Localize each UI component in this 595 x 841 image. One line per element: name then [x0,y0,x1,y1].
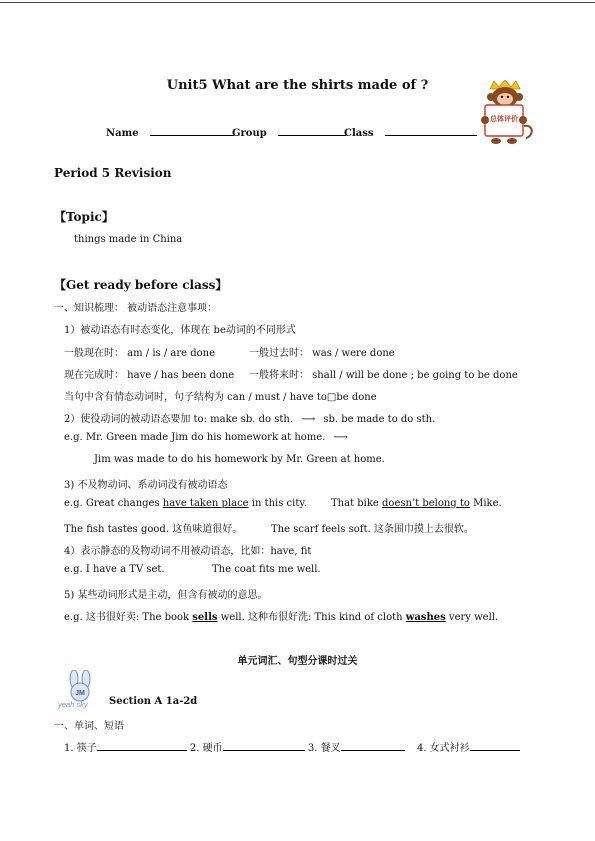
point-2 [64,410,435,425]
example-1-active [64,432,356,443]
vocab-blank-4[interactable] [470,739,520,751]
class-label: Class [344,128,374,139]
group-field [232,124,346,139]
vocab-line [64,739,520,754]
rabbit-logo-icon [58,670,102,702]
group-label: Group [232,128,267,139]
section-header: 单元词汇、句型分课时过关 [237,656,358,667]
monkey-stamp-icon [474,80,536,146]
name-field [106,124,234,139]
example-2b-start: That bike [331,498,383,509]
evaluation-stamp [474,80,536,146]
example-4b: The coat fits me well. [212,564,321,575]
example-5-part3: very well. [445,612,499,623]
example-5-washes: washes [405,612,446,623]
example-5-part1: e.g. 这书很好卖: The book [64,612,193,623]
example-4a: e.g. I have a TV set. [64,564,165,575]
name-blank[interactable] [150,124,234,136]
knowledge-intro: 一、知识梳理： 被动语态注意事项： [54,303,218,314]
example-5-part2: well. 这种布很好洗: This kind of cloth [217,612,406,623]
example-2a-end: in this city. [248,498,307,509]
example-2b [331,498,502,509]
top-rule [0,2,595,3]
tense-past: 一般过去时： was / were done [249,348,395,359]
point-1: 1）被动语态有时态变化，体现在 be动词的不同形式 [64,325,296,336]
example-3b: The scarf feels soft. 这条围巾摸上去很软。 [271,524,474,535]
example-2a [64,498,307,509]
arrow-right-icon: ⟶ [301,414,316,425]
vocab-blank-3[interactable] [341,739,405,751]
point-3: 3) 不及物动词、系动词没有被动语态 [64,480,228,491]
example-1-passive: Jim was made to do his homework by Mr. Green at home. [94,454,385,465]
tense-present-perfect: 现在完成时： have / has been done [64,370,235,381]
example-1-active-text: e.g. Mr. Green made Jim do his homework at home. [64,432,326,443]
name-label: Name [106,128,139,139]
causative-passive: sb. be made to do sth. [323,414,436,425]
group-blank[interactable] [278,124,346,136]
topic-text: things made in China [74,234,183,245]
arrow-right-icon: ⟶ [333,432,348,443]
stamp-label: 总体评价 [490,114,518,123]
vocab-blank-2[interactable] [223,739,305,751]
example-3a: The fish tastes good. 这鱼味道很好。 [64,524,243,535]
topic-heading: 【Topic】 [54,210,114,224]
rabbit-logo [58,670,102,710]
logo-text: yeah sky [58,700,88,709]
vocab-item-chopsticks: 1. 筷子 [64,743,97,754]
example-2b-underlined: doesn’t belong to [382,498,470,509]
causative-active: 2）使役动词的被动语态要加 to: make sb. do sth. [64,414,293,425]
vocab-heading: 一、单词、短语 [54,721,124,732]
class-blank[interactable] [385,124,477,136]
svg-text:JM: JM [75,690,85,697]
tense-future: 一般将来时： shall / will be done ; be going to be done [249,370,518,381]
class-field [344,124,477,139]
point-4: 4）表示静态的及物动词不用被动语态，比如：have, fit [64,546,312,557]
example-2b-end: Mike. [469,498,502,509]
vocab-item-coin: 2. 硬币 [189,743,223,754]
example-5-sells: sells [192,612,218,623]
section-a-heading: Section A 1a-2d [109,696,198,707]
example-2a-underlined: have taken place [162,498,249,509]
point-5: 5) 某些动词形式是主动，但含有被动的意思。 [64,590,268,601]
modal-structure: 当句中含有情态动词时，句子结构为 can / must / have to□be done [64,392,377,403]
vocab-blank-1[interactable] [97,739,187,751]
vocab-item-blouse: 4. 女式衬衫 [416,743,470,754]
example-5 [64,608,498,623]
get-ready-heading: 【Get ready before class】 [54,278,228,292]
tense-present: 一般现在时： am / is / are done [64,348,216,359]
example-2a-start: e.g. Great changes [64,498,163,509]
vocab-item-fork: 3. 餐叉 [307,743,341,754]
page-title: Unit5 What are the shirts made of ? [166,78,429,93]
period-heading: Period 5 Revision [54,166,172,180]
